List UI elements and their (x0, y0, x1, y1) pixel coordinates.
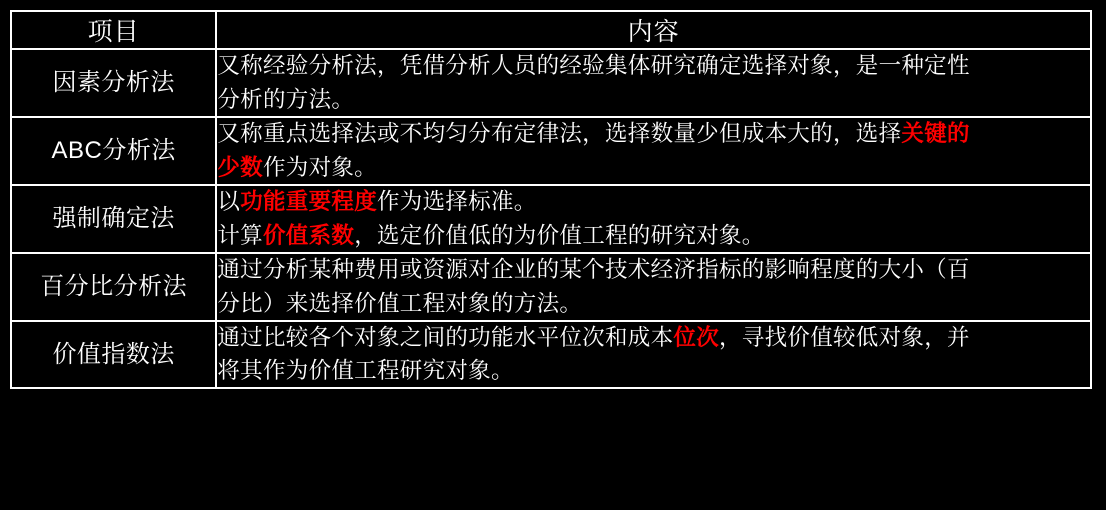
table-row (11, 49, 1091, 117)
plain-text: 又称重点选择法或不均匀分布定律法，选择数量少但成本大的，选择 (217, 120, 902, 146)
description-line (217, 50, 1090, 82)
plain-text: 通过分析某种费用或资源对企业的某个技术经济指标的影响程度的大小（百 (217, 256, 970, 282)
description-line (217, 186, 1090, 218)
method-name-cell: ABC分析法 (11, 117, 216, 185)
method-description-cell (216, 185, 1091, 253)
highlighted-text: 少数 (217, 154, 263, 180)
plain-text: 将其作为价值工程研究对象。 (217, 358, 514, 384)
plain-text: 作为对象。 (262, 154, 377, 180)
description-line (217, 288, 1090, 320)
plain-text: 分析的方法。 (217, 86, 355, 112)
highlighted-text: 关键的 (901, 120, 970, 146)
plain-text: 分比）来选择价值工程对象的方法。 (217, 290, 583, 316)
description-line (217, 322, 1090, 354)
value-engineering-methods-table (10, 10, 1092, 389)
method-name-cell: 价值指数法 (11, 321, 216, 389)
description-line (217, 152, 1090, 184)
table-row (11, 253, 1091, 321)
method-name-cell: 强制确定法 (11, 185, 216, 253)
description-line (217, 84, 1090, 116)
method-description-cell (216, 49, 1091, 117)
plain-text: ，选定价值低的为价值工程的研究对象。 (354, 222, 765, 248)
method-description-cell (216, 117, 1091, 185)
table-row (11, 185, 1091, 253)
method-name-cell: 百分比分析法 (11, 253, 216, 321)
highlighted-text: 价值系数 (262, 222, 355, 248)
plain-text: ，寻找价值较低对象，并 (719, 324, 970, 350)
method-description-cell (216, 253, 1091, 321)
table-row (11, 321, 1091, 389)
description-line (217, 355, 1090, 387)
plain-text: 作为选择标准。 (377, 188, 537, 214)
column-header-item: 项目 (11, 11, 216, 49)
description-line (217, 220, 1090, 252)
plain-text: 通过比较各个对象之间的功能水平位次和成本 (217, 324, 674, 350)
plain-text: 计算 (217, 222, 263, 248)
description-line (217, 118, 1090, 150)
description-line (217, 254, 1090, 286)
method-name-cell: 因素分析法 (11, 49, 216, 117)
highlighted-text: 位次 (673, 324, 719, 350)
plain-text: 又称经验分析法，凭借分析人员的经验集体研究确定选择对象，是一种定性 (217, 53, 970, 78)
plain-text: 以 (217, 188, 241, 214)
table-header-row (11, 11, 1091, 49)
column-header-content: 内容 (216, 11, 1091, 49)
highlighted-text: 功能重要程度 (240, 188, 377, 214)
method-description-cell (216, 321, 1091, 389)
table-row (11, 117, 1091, 185)
table-body (11, 49, 1091, 388)
